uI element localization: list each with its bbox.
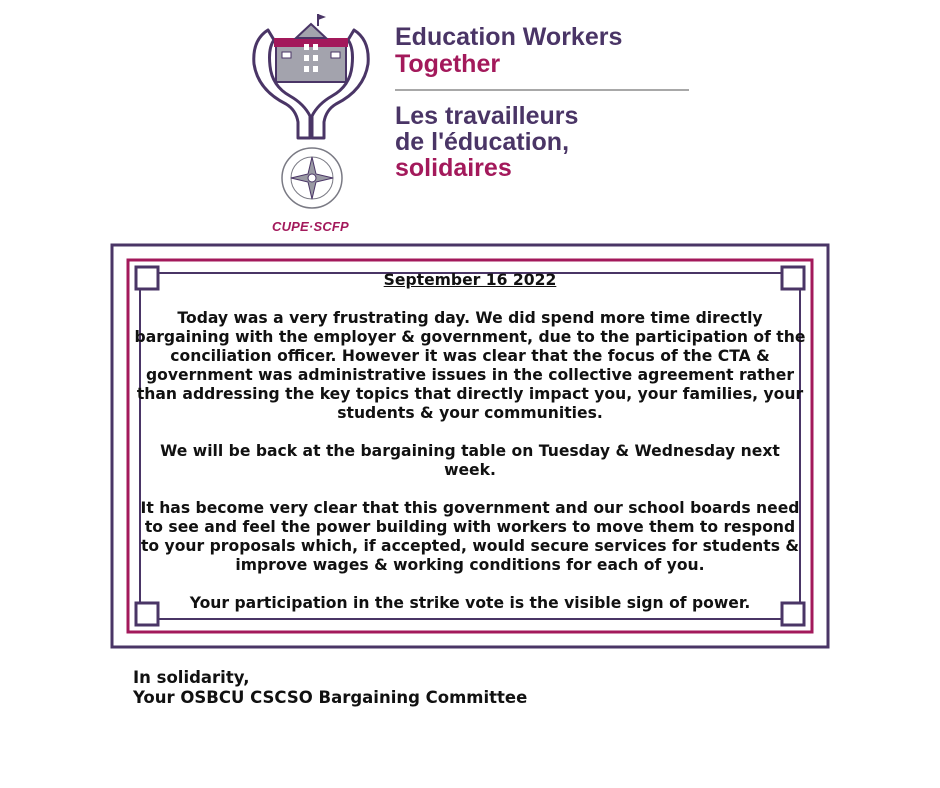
brand-french-line-3: solidaires: [395, 154, 512, 182]
branding-block: [395, 24, 695, 181]
cupe-scfp-wordmark: CUPE·SCFP: [272, 219, 349, 234]
notice-paragraph-3: It has become very clear that this government and our school boards need to see and feel the power building with workers to move them to respond to your proposals which, if accepted, would secure services for students & improve wages & working conditions for each of you.: [140, 499, 800, 574]
notice-paragraph-1: Today was a very frustrating day. We did spend more time directly bargaining with the employer & government, due to the participation of the conciliation officer. However it was clear that the focus of the CTA & government was administrative issues in the collective agreement rather than addressing the key topics that directly impact you, your families, your students & your communities.: [134, 309, 806, 422]
brand-divider: [395, 89, 689, 91]
notice-paragraph-4: Your participation in the strike vote is the visible sign of power.: [189, 594, 751, 612]
notice-paragraph-2: We will be back at the bargaining table on Tuesday & Wednesday next week.: [160, 442, 780, 479]
cupe-logo: [246, 12, 376, 234]
brand-line-1: Education Workers: [395, 23, 623, 51]
brand-french-line-1: Les travailleurs: [395, 102, 579, 130]
closing-salutation: In solidarity,: [133, 668, 250, 687]
closing-block: [133, 668, 527, 708]
notice-date: September 16 2022: [383, 271, 557, 289]
notice-content: [134, 271, 806, 613]
brand-french-line-2: de l'éducation,: [395, 128, 570, 156]
brand-line-2: Together: [395, 50, 501, 78]
closing-signature: Your OSBCU CSCSO Bargaining Committee: [133, 688, 528, 707]
